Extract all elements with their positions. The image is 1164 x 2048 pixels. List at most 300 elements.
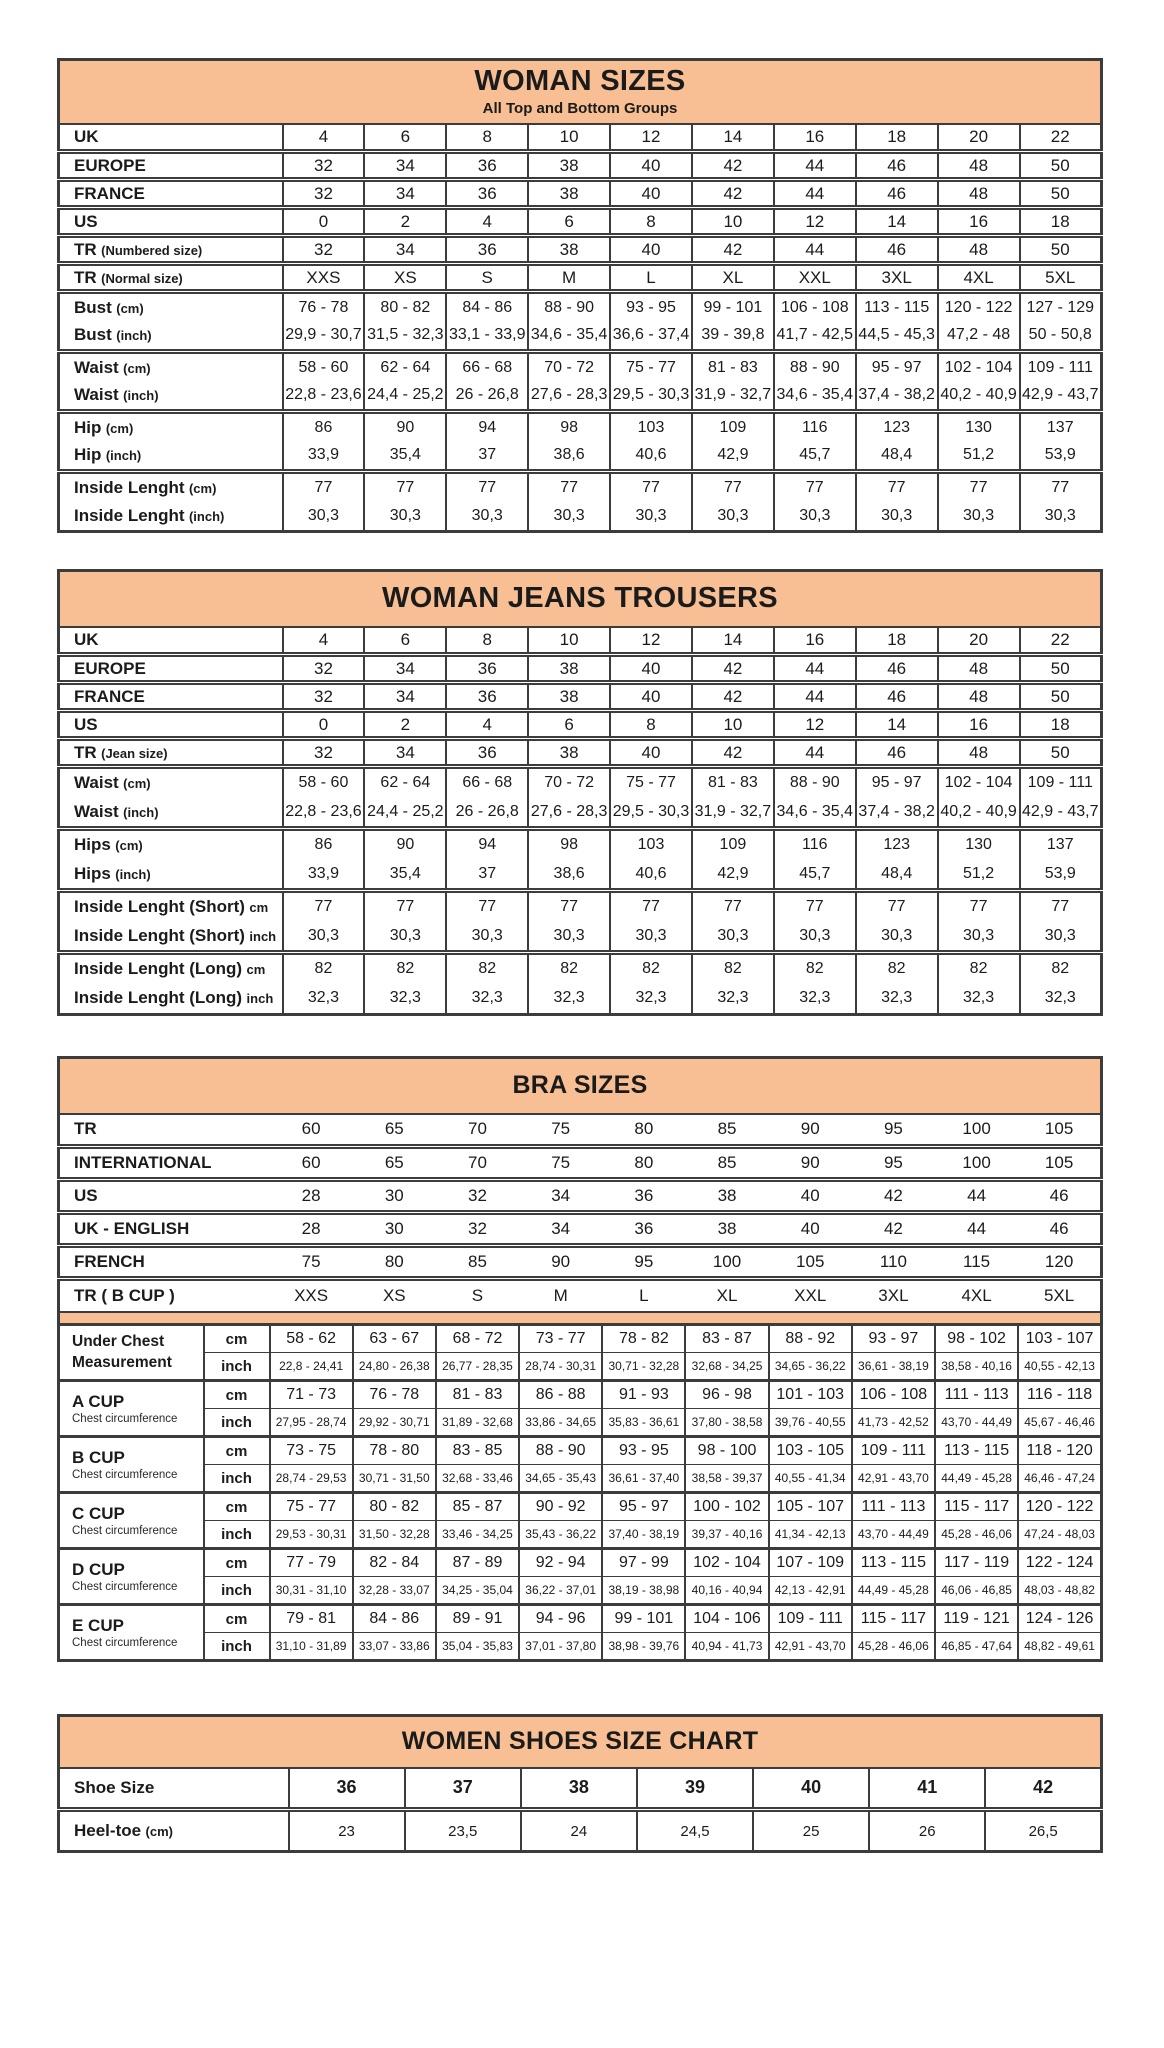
size-value-cell: 37 [405, 1768, 521, 1810]
size-value-cell: 86 [283, 829, 365, 860]
row-label-text: TR [74, 742, 97, 762]
size-value-cell: 29,92 - 30,71 [353, 1409, 436, 1437]
size-value-cell: 34,6 - 35,4 [774, 798, 856, 829]
size-value-cell: 44 [774, 180, 856, 208]
size-value-cell: 36,61 - 37,40 [602, 1465, 685, 1493]
size-value-cell: XL [685, 1279, 768, 1312]
size-value-cell: 44 [774, 655, 856, 683]
unit-label-cm: cm [204, 1437, 270, 1465]
row-label-text: Hip [74, 417, 102, 437]
size-value-cell: 137 [1020, 829, 1102, 860]
size-value-cell: 116 [774, 829, 856, 860]
size-value-cell: 38 [685, 1180, 768, 1213]
size-value-cell: 53,9 [1020, 442, 1102, 472]
size-value-cell: 116 - 118 [1018, 1381, 1101, 1409]
size-value-cell: 4XL [935, 1279, 1018, 1312]
size-value-cell: 34,25 - 35,04 [436, 1577, 519, 1605]
size-value-cell: 40 [610, 180, 692, 208]
row-label-text: D CUP [72, 1560, 125, 1580]
size-value-cell: 24,80 - 26,38 [353, 1353, 436, 1381]
table-row [59, 798, 1102, 829]
size-value-cell: 10 [692, 208, 774, 236]
size-value-cell: 32,68 - 34,25 [685, 1353, 768, 1381]
table-title-text: BRA SIZES [512, 1071, 648, 1099]
size-value-cell: 107 - 109 [769, 1549, 852, 1577]
size-value-cell: 31,10 - 31,89 [270, 1633, 353, 1661]
table-title-row [59, 1058, 1102, 1114]
size-value-cell: 38 [528, 152, 610, 180]
size-value-cell: 48,4 [856, 860, 938, 891]
size-value-cell: 60 [270, 1147, 353, 1180]
size-value-cell: 82 [938, 953, 1020, 984]
table-row [59, 322, 1102, 352]
size-value-cell: 2 [364, 711, 446, 739]
size-value-cell: 45,28 - 46,06 [852, 1633, 935, 1661]
table-row [59, 1465, 1102, 1493]
size-value-cell: 5XL [1018, 1279, 1101, 1312]
table-row [59, 1114, 1102, 1147]
size-value-cell: 46 [856, 739, 938, 767]
size-value-cell: 14 [856, 208, 938, 236]
size-value-cell: 95 [852, 1147, 935, 1180]
size-value-cell: 34 [364, 683, 446, 711]
size-value-cell: 51,2 [938, 442, 1020, 472]
size-value-cell: 42 [692, 655, 774, 683]
size-value-cell: 44,49 - 45,28 [935, 1465, 1018, 1493]
size-value-cell: 84 - 86 [353, 1605, 436, 1633]
row-label-text: US [74, 714, 98, 734]
size-value-cell: 44 [935, 1213, 1018, 1246]
size-value-cell: 40 [610, 152, 692, 180]
size-value-cell: 100 - 102 [685, 1493, 768, 1521]
size-value-cell: 82 [610, 953, 692, 984]
table-title [59, 1716, 1102, 1768]
size-value-cell: 60 [301, 1119, 321, 1139]
size-value-cell: 24,4 - 25,2 [364, 382, 446, 412]
size-value-cell: L [610, 264, 692, 292]
row-label [59, 860, 283, 891]
unit-label-inch: inch [204, 1521, 270, 1549]
size-value-cell: 36,22 - 37,01 [519, 1577, 602, 1605]
size-value-cell: 120 - 122 [938, 292, 1020, 322]
size-value-cell: 88 - 90 [774, 352, 856, 382]
size-value-cell: 109 - 111 [852, 1437, 935, 1465]
size-value-cell: 86 [283, 412, 365, 442]
size-value-cell: 58 - 60 [283, 352, 365, 382]
row-sublabel: Chest circumference [72, 1468, 178, 1481]
row-label-text: Waist [74, 773, 119, 793]
row-label-note: (cm) [188, 480, 217, 496]
size-value-cell: 6 [364, 627, 446, 655]
table-row [59, 1180, 1102, 1213]
table-row [59, 922, 1102, 953]
size-value-cell: 98 - 102 [935, 1325, 1018, 1353]
size-value-cell: 6 [528, 208, 610, 236]
table-row [59, 264, 1102, 292]
size-value-cell: 31,5 - 32,3 [364, 322, 446, 352]
row-label [59, 1549, 204, 1605]
size-value-cell: 77 [692, 891, 774, 922]
size-value-cell: 82 [774, 953, 856, 984]
size-value-cell: 48 [938, 655, 1020, 683]
size-value-cell: 95 [883, 1119, 903, 1139]
size-value-cell: 120 - 122 [1018, 1493, 1101, 1521]
size-value-cell: 40 [610, 739, 692, 767]
size-value-cell: 30,71 - 31,50 [353, 1465, 436, 1493]
row-label [59, 180, 283, 208]
size-value-cell: 29,53 - 30,31 [270, 1521, 353, 1549]
size-value-cell: 35,83 - 36,61 [602, 1409, 685, 1437]
size-value-cell: L [602, 1279, 685, 1312]
size-value-cell: 40 [769, 1213, 852, 1246]
size-value-cell: 77 [774, 891, 856, 922]
size-value-cell: 93 - 95 [602, 1437, 685, 1465]
size-value-cell: 38 [685, 1213, 768, 1246]
size-value-cell: 32,28 - 33,07 [353, 1577, 436, 1605]
size-value-cell: 82 - 84 [353, 1549, 436, 1577]
size-value-cell: 65 [384, 1119, 404, 1139]
size-value-cell: 8 [610, 711, 692, 739]
size-value-cell: 27,6 - 28,3 [528, 382, 610, 412]
size-value-cell: 8 [446, 124, 528, 152]
size-value-cell: 42,9 [692, 442, 774, 472]
size-value-cell: 33,46 - 34,25 [436, 1521, 519, 1549]
table-row [59, 1246, 1102, 1279]
size-value-cell: XL [692, 264, 774, 292]
size-value-cell: 100 [935, 1147, 1018, 1180]
size-value-cell: 32 [283, 152, 365, 180]
size-value-cell: 37,40 - 38,19 [602, 1521, 685, 1549]
size-value-cell: 32 [436, 1180, 519, 1213]
table-row [59, 860, 1102, 891]
size-value-cell: 50 [1020, 655, 1102, 683]
size-value-cell: 36 [602, 1213, 685, 1246]
size-value-cell: 40 [610, 236, 692, 264]
size-value-cell: 40,94 - 41,73 [685, 1633, 768, 1661]
size-value-cell: 30,3 [692, 502, 774, 532]
size-value-cell: XS [364, 264, 446, 292]
row-label [59, 152, 283, 180]
size-value-cell: 104 - 106 [685, 1605, 768, 1633]
row-label-text: A CUP [72, 1392, 125, 1412]
row-label-note: (inch) [116, 328, 152, 344]
size-value-cell: 34 [519, 1180, 602, 1213]
size-value-cell: 38 [521, 1768, 637, 1810]
size-value-cell: 75 [551, 1119, 571, 1139]
size-value-cell: S [436, 1279, 519, 1312]
size-value-cell: 83 - 85 [436, 1437, 519, 1465]
size-value-cell: 44 [774, 152, 856, 180]
size-value-cell: 78 - 80 [353, 1437, 436, 1465]
table-row [59, 829, 1102, 860]
size-value-cell: 46,85 - 47,64 [935, 1633, 1018, 1661]
table-title-text: WOMEN SHOES SIZE CHART [401, 1727, 759, 1755]
size-value-cell: 90 [519, 1246, 602, 1279]
size-value-cell: 93 - 97 [852, 1325, 935, 1353]
row-label [59, 382, 283, 412]
size-value-cell: 81 - 83 [692, 352, 774, 382]
row-label-note: (cm) [105, 420, 134, 436]
size-value-cell: 123 [856, 829, 938, 860]
size-value-cell: 20 [938, 627, 1020, 655]
size-value-cell: 71 - 73 [270, 1381, 353, 1409]
size-value-cell: 32,3 [528, 984, 610, 1015]
size-value-cell: 113 - 115 [852, 1549, 935, 1577]
row-label [59, 984, 283, 1015]
table-row [59, 1437, 1102, 1465]
size-value-cell: 44 [774, 739, 856, 767]
size-value-cell: 18 [1020, 208, 1102, 236]
row-label-text: TR [74, 239, 97, 259]
unit-label-inch: inch [204, 1577, 270, 1605]
size-value-cell: 34,6 - 35,4 [774, 382, 856, 412]
table-row [59, 1577, 1102, 1605]
size-value-cell: 77 [1020, 891, 1102, 922]
size-value-cell: 44,49 - 45,28 [852, 1577, 935, 1605]
size-value-cell: 26,5 [985, 1810, 1101, 1852]
row-label-text: B CUP [72, 1448, 125, 1468]
size-value-cell: 38,6 [528, 860, 610, 891]
size-value-cell: 42 [985, 1768, 1101, 1810]
row-label-text: US [74, 1186, 98, 1205]
size-value-cell: 115 - 117 [935, 1493, 1018, 1521]
size-value-cell: 92 - 94 [519, 1549, 602, 1577]
size-value-cell: 22,8 - 24,41 [270, 1353, 353, 1381]
size-value-cell: 73 - 75 [270, 1437, 353, 1465]
size-value-cell: 127 - 129 [1020, 292, 1102, 322]
size-value-cell: 77 [856, 891, 938, 922]
size-value-cell: 48,4 [856, 442, 938, 472]
size-value-cell: 109 - 111 [1020, 352, 1102, 382]
size-value-cell: 8 [446, 627, 528, 655]
table-row [59, 412, 1102, 442]
table-row [59, 683, 1102, 711]
size-value-cell: 26 - 26,8 [446, 382, 528, 412]
size-value-cell: 30,3 [610, 502, 692, 532]
size-value-cell: 75 - 77 [270, 1493, 353, 1521]
size-value-cell: 30,3 [1020, 502, 1102, 532]
size-value-cell: 27,6 - 28,3 [528, 798, 610, 829]
size-value-cell: 40,55 - 41,34 [769, 1465, 852, 1493]
size-value-cell: 33,07 - 33,86 [353, 1633, 436, 1661]
size-value-cell: 96 - 98 [685, 1381, 768, 1409]
size-value-cell: 36 [602, 1180, 685, 1213]
size-value-cell: 103 - 107 [1018, 1325, 1101, 1353]
size-value-cell: 38 [528, 655, 610, 683]
size-value-cell: 33,86 - 34,65 [519, 1409, 602, 1437]
size-value-cell: 50 [1020, 180, 1102, 208]
row-label [59, 1213, 270, 1246]
row-label [59, 352, 283, 382]
size-value-cell: 42 [852, 1213, 935, 1246]
size-value-cell: 75 [519, 1147, 602, 1180]
size-value-cell: 41 [869, 1768, 985, 1810]
row-label [59, 1437, 204, 1493]
table-row [59, 236, 1102, 264]
size-value-cell: 102 - 104 [938, 767, 1020, 798]
size-value-cell: 43,70 - 44,49 [935, 1409, 1018, 1437]
size-value-cell: 83 - 87 [685, 1325, 768, 1353]
size-value-cell: 38,19 - 38,98 [602, 1577, 685, 1605]
size-value-cell: 84 - 86 [446, 292, 528, 322]
size-value-cell: 90 [800, 1119, 820, 1139]
row-label-text: Inside Lenght (Short) [74, 897, 245, 917]
size-value-cell: 77 [938, 472, 1020, 502]
size-value-cell: 24 [521, 1810, 637, 1852]
size-value-cell: 39,37 - 40,16 [685, 1521, 768, 1549]
size-value-cell: 18 [856, 124, 938, 152]
size-value-cell: 53,9 [1020, 860, 1102, 891]
size-value-cell: 22 [1020, 124, 1102, 152]
size-value-cell: 65 [353, 1147, 436, 1180]
row-label-text: US [74, 211, 98, 231]
size-value-cell: 31,50 - 32,28 [353, 1521, 436, 1549]
table-row [59, 1409, 1102, 1437]
row-label [59, 891, 283, 922]
table-row [59, 502, 1102, 532]
size-value-cell: 100 [685, 1246, 768, 1279]
size-value-cell: 32,3 [938, 984, 1020, 1015]
size-value-cell: 47,2 - 48 [938, 322, 1020, 352]
size-value-cell: 4 [446, 208, 528, 236]
size-value-cell: 77 [364, 891, 446, 922]
table-row [59, 442, 1102, 472]
size-value-cell: 46,46 - 47,24 [1018, 1465, 1101, 1493]
row-label [59, 1279, 270, 1312]
row-label-text: E CUP [72, 1616, 124, 1636]
size-value-cell: 10 [528, 627, 610, 655]
size-value-cell: 115 - 117 [852, 1605, 935, 1633]
row-label [59, 829, 283, 860]
size-value-cell: 40 [753, 1768, 869, 1810]
row-label [59, 1493, 204, 1549]
size-value-cell: 12 [610, 627, 692, 655]
size-value-cell: 18 [856, 627, 938, 655]
size-value-cell: 76 - 78 [353, 1381, 436, 1409]
size-value-cell: 36 [446, 655, 528, 683]
row-label [59, 292, 283, 322]
row-label [59, 1605, 204, 1661]
size-value-cell: 43,70 - 44,49 [852, 1521, 935, 1549]
size-value-cell: 31,89 - 32,68 [436, 1409, 519, 1437]
size-value-cell: 48,82 - 49,61 [1018, 1633, 1101, 1661]
size-value-cell: 42,9 - 43,7 [1020, 382, 1102, 412]
size-value-cell: 38,98 - 39,76 [602, 1633, 685, 1661]
size-value-cell: 6 [528, 711, 610, 739]
size-value-cell: 109 - 111 [1020, 767, 1102, 798]
row-label-text: Inside Lenght (Short) [74, 925, 245, 945]
size-value-cell: 42,91 - 43,70 [769, 1633, 852, 1661]
size-value-cell: 30,3 [856, 922, 938, 953]
size-value-cell: 22,8 - 23,6 [283, 382, 365, 412]
size-value-cell: 30,3 [774, 502, 856, 532]
size-value-cell: 40 [769, 1180, 852, 1213]
size-value-cell: 42,13 - 42,91 [769, 1577, 852, 1605]
size-value-cell: 130 [938, 829, 1020, 860]
size-value-cell: 68 - 72 [436, 1325, 519, 1353]
row-sublabel: Chest circumference [72, 1636, 178, 1649]
size-value-cell: 77 [528, 891, 610, 922]
size-value-cell: 38,58 - 39,37 [685, 1465, 768, 1493]
size-value-cell: 106 - 108 [852, 1381, 935, 1409]
size-value-cell: 58 - 62 [270, 1325, 353, 1353]
size-value-cell: 34 [364, 180, 446, 208]
size-value-cell: 91 - 93 [602, 1381, 685, 1409]
row-label-text: Inside Lenght (Long) [74, 959, 243, 979]
size-value-cell: 26 [869, 1810, 985, 1852]
row-label-text: Hips [74, 863, 111, 883]
size-value-cell: 86 - 88 [519, 1381, 602, 1409]
size-value-cell: 32 [283, 683, 365, 711]
size-value-cell: 37,4 - 38,2 [856, 798, 938, 829]
size-value-cell: 30,3 [856, 502, 938, 532]
row-label-text: Under Chest Measurement [72, 1333, 172, 1371]
row-label-text: C CUP [72, 1504, 125, 1524]
bra-sizes-table [57, 1056, 1103, 1662]
row-label-note: (inch) [188, 508, 225, 524]
size-value-cell: 89 - 91 [436, 1605, 519, 1633]
row-sublabel: Chest circumference [72, 1580, 178, 1593]
size-value-cell: 37,80 - 38,58 [685, 1409, 768, 1437]
size-value-cell: 12 [774, 208, 856, 236]
size-value-cell: 51,2 [938, 860, 1020, 891]
row-label [59, 124, 283, 152]
row-label-text: FRANCE [74, 686, 145, 706]
size-value-cell: 90 [769, 1147, 852, 1180]
size-value-cell: 88 - 92 [769, 1325, 852, 1353]
size-value-cell: 34,6 - 35,4 [528, 322, 610, 352]
size-value-cell: 16 [774, 627, 856, 655]
size-value-cell: 30,3 [446, 922, 528, 953]
size-value-cell: 77 [283, 891, 365, 922]
size-value-cell: 4 [446, 711, 528, 739]
unit-label-cm: cm [204, 1381, 270, 1409]
table-title-row [59, 60, 1102, 124]
size-value-cell: 42 [692, 739, 774, 767]
size-value-cell: 37,4 - 38,2 [856, 382, 938, 412]
size-value-cell: 123 [856, 412, 938, 442]
size-value-cell: 95 - 97 [602, 1493, 685, 1521]
size-value-cell: 34 [364, 739, 446, 767]
size-value-cell: 95 - 97 [856, 767, 938, 798]
size-value-cell: 30,3 [364, 502, 446, 532]
unit-label-inch: inch [204, 1633, 270, 1661]
size-value-cell: 36 [289, 1768, 405, 1810]
size-value-cell: 118 - 120 [1018, 1437, 1101, 1465]
size-value-cell: 30,3 [528, 502, 610, 532]
size-value-cell: 46,06 - 46,85 [935, 1577, 1018, 1605]
size-value-cell: 105 [1018, 1147, 1101, 1180]
row-label [59, 711, 283, 739]
size-value-cell: 77 [528, 472, 610, 502]
row-label-text: TR ( B CUP ) [74, 1285, 175, 1305]
table-row [59, 1605, 1102, 1633]
size-value-cell: 30,3 [938, 922, 1020, 953]
size-value-cell: 34 [364, 655, 446, 683]
size-value-cell: 94 - 96 [519, 1605, 602, 1633]
row-label [59, 208, 283, 236]
size-value-cell: 34 [364, 236, 446, 264]
size-value-cell: 46 [856, 180, 938, 208]
row-label-text: Waist [74, 357, 119, 377]
size-value-cell: 35,43 - 36,22 [519, 1521, 602, 1549]
size-value-cell: 90 [364, 412, 446, 442]
row-sublabel: Chest circumference [72, 1412, 178, 1425]
size-value-cell: 103 [610, 829, 692, 860]
size-value-cell: XXS [270, 1279, 353, 1312]
unit-label-inch: inch [204, 1465, 270, 1493]
unit-label-cm: cm [204, 1325, 270, 1353]
